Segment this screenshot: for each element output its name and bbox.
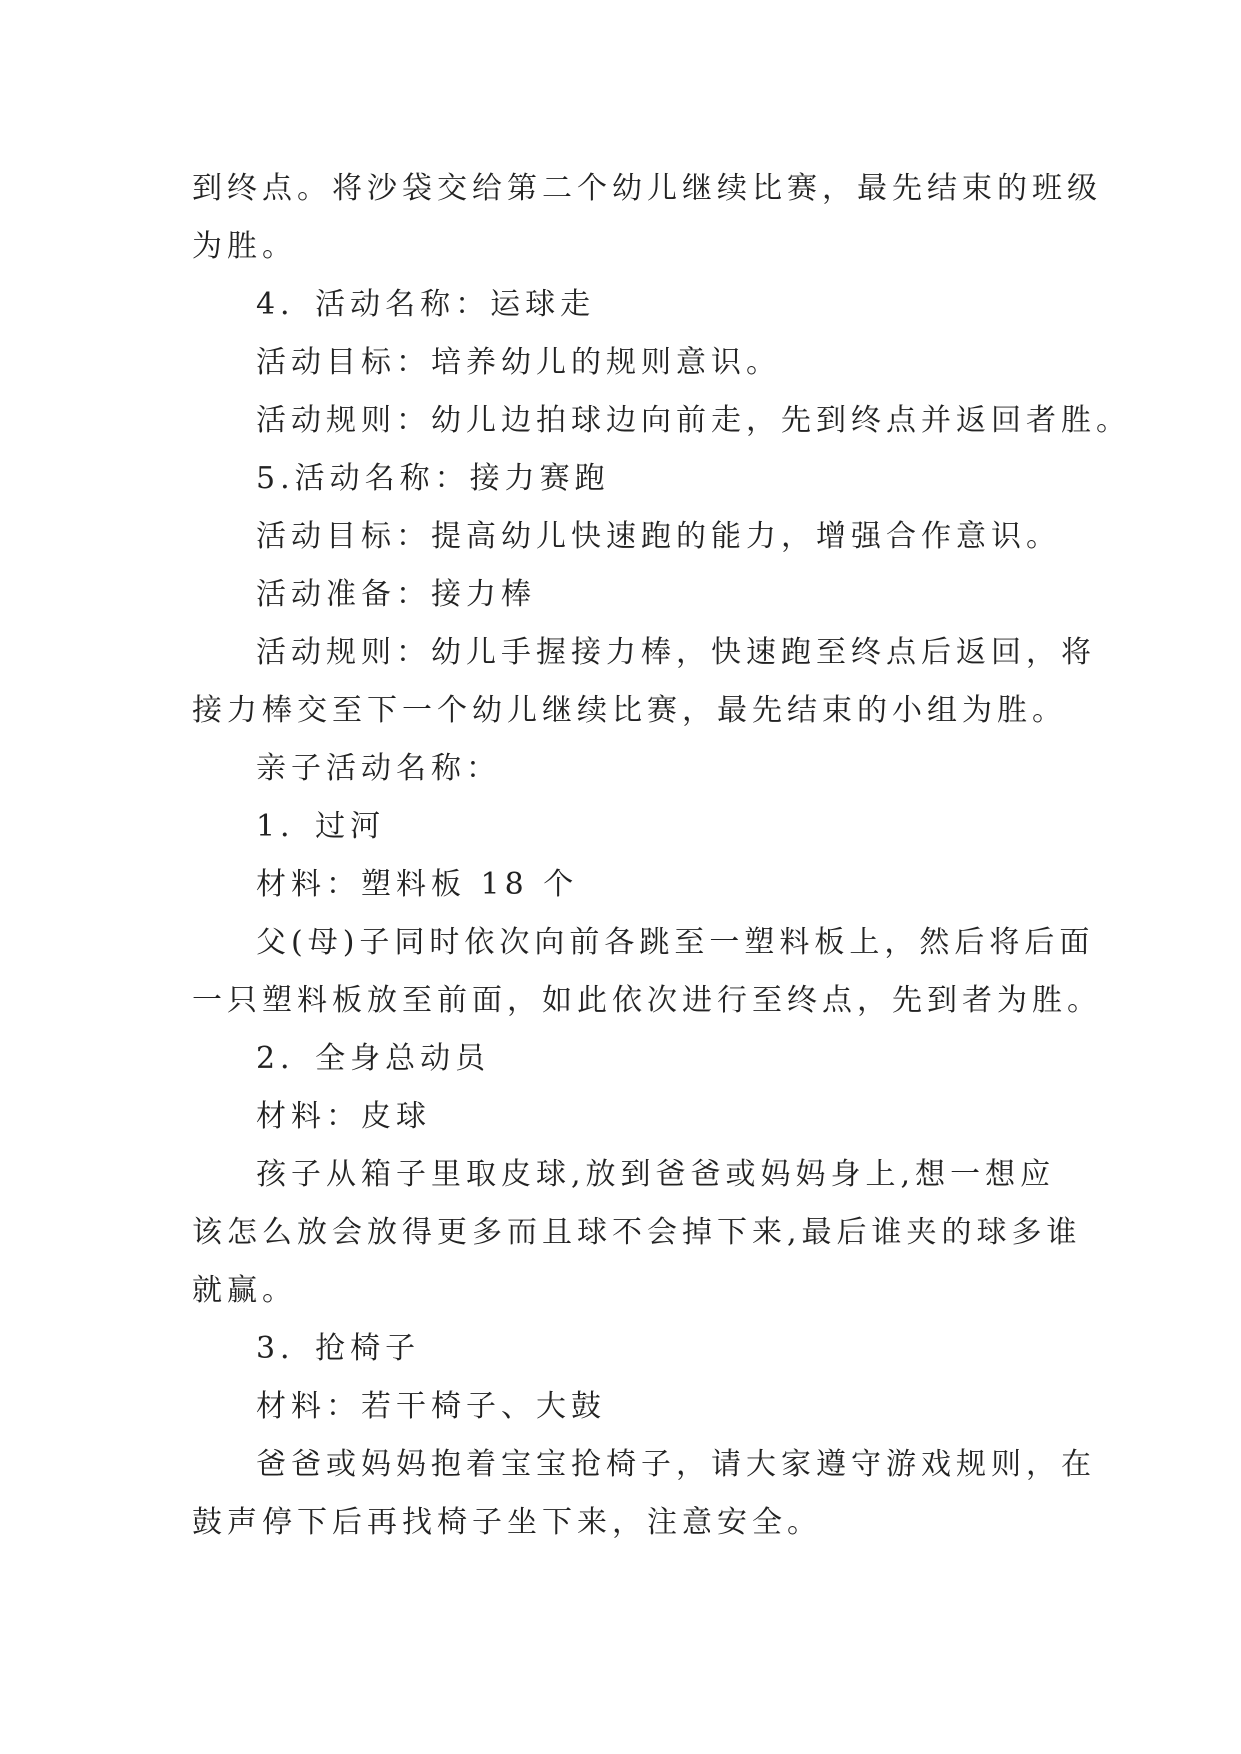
game-3-title: 3．抢椅子 [256,1331,421,1366]
text-line: 一只塑料板放至前面，如此依次进行至终点，先到者为胜。 [192,983,1102,1018]
activity-5-goal: 活动目标：提高幼儿快速跑的能力，增强合作意识。 [256,519,1061,554]
game-2-description: 孩子从箱子里取皮球,放到爸爸或妈妈身上,想一想应 [256,1157,1056,1192]
text-line: 鼓声停下后再找椅子坐下来，注意安全。 [192,1505,822,1540]
game-2-title: 2．全身总动员 [256,1041,491,1076]
text-line: 就赢。 [192,1273,297,1308]
game-3-description: 爸爸或妈妈抱着宝宝抢椅子，请大家遵守游戏规则，在 [256,1447,1096,1482]
activity-5-rule: 活动规则：幼儿手握接力棒，快速跑至终点后返回，将 [256,635,1096,670]
game-3-materials: 材料：若干椅子、大鼓 [256,1389,606,1424]
text-line: 为胜。 [192,229,297,264]
game-1-title: 1．过河 [256,809,386,844]
text-line: 到终点。将沙袋交给第二个幼儿继续比赛，最先结束的班级 [192,171,1102,206]
activity-4-goal: 活动目标：培养幼儿的规则意识。 [256,345,781,380]
game-1-materials: 材料：塑料板 18 个 [256,867,579,902]
document-body [192,160,1131,1552]
activity-5-title: 5.活动名称：接力赛跑 [256,461,610,496]
game-1-description: 父(母)子同时依次向前各跳至一塑料板上，然后将后面 [256,925,1095,960]
game-2-materials: 材料：皮球 [256,1099,431,1134]
activity-5-prep: 活动准备：接力棒 [256,577,536,612]
text-line: 接力棒交至下一个幼儿继续比赛，最先结束的小组为胜。 [192,693,1067,728]
activity-4-rule: 活动规则：幼儿边拍球边向前走，先到终点并返回者胜。 [256,403,1131,438]
activity-4-title: 4．活动名称：运球走 [256,287,596,322]
text-line: 该怎么放会放得更多而且球不会掉下来,最后谁夹的球多谁 [192,1215,1082,1250]
parent-child-heading: 亲子活动名称： [256,751,501,786]
